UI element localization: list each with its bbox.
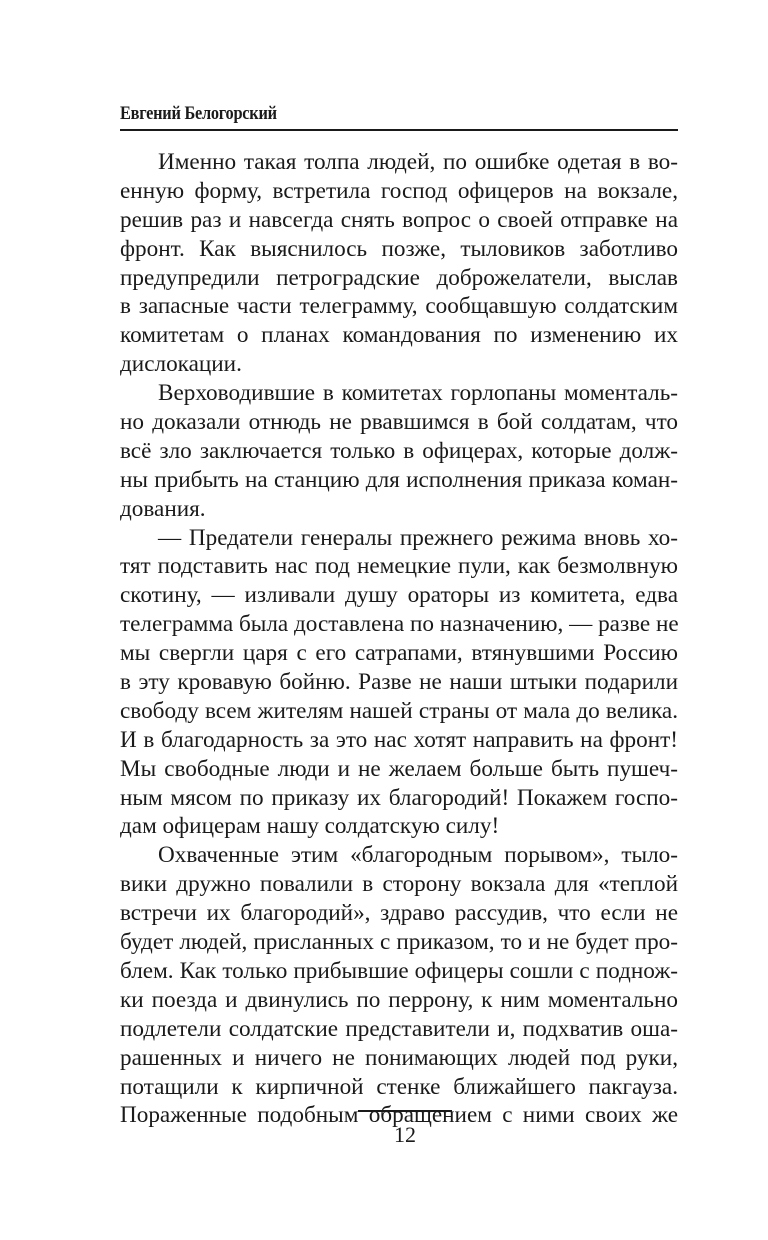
- text-line: будет людей, присланных с приказом, то и не будет про-: [120, 929, 678, 956]
- text-line: решив раз и навсегда снять вопрос о своей отправке на: [120, 206, 678, 233]
- text-line: всё зло заключается только в офицерах, которые долж-: [120, 437, 678, 464]
- running-header: [120, 99, 678, 131]
- text-line: мы свергли царя с его сатрапами, втянувшими Россию: [120, 640, 678, 667]
- text-line: ны прибыть на станцию для исполнения приказа коман-: [120, 466, 678, 493]
- text-line: дислокации.: [120, 351, 242, 378]
- text-line: блем. Как только прибывшие офицеры сошли с поднож-: [120, 957, 678, 984]
- paragraph: [120, 841, 678, 1130]
- text-line: тят подставить нас под немецкие пули, как безмолвную: [120, 553, 678, 580]
- paragraph: [120, 379, 678, 523]
- paragraph: [120, 524, 678, 842]
- text-line: Пораженные подобным обращением с ними своих же: [120, 1102, 678, 1129]
- text-line: рашенных и ничего не понимающих людей под руки,: [120, 1044, 678, 1071]
- text-line: дам офицерам нашу солдатскую силу!: [120, 813, 500, 840]
- text-line: фронт. Как выяснилось позже, тыловиков заботливо: [120, 235, 678, 262]
- text-line: в эту кровавую бойню. Разве не наши штыки подарили: [120, 669, 678, 696]
- text-line: в запасные части телеграмму, сообщавшую солдатским: [120, 293, 678, 320]
- text-line: комитетам о планах командования по изменению их: [120, 322, 678, 349]
- text-line: Именно такая толпа людей, по ошибке одетая в во-: [158, 149, 678, 175]
- text-line: подлетели солдатские представители и, подхватив оша-: [120, 1015, 678, 1042]
- text-line: свободу всем жителям нашей страны от мала до велика.: [120, 697, 678, 724]
- body-text: [120, 148, 678, 1130]
- text-line: скотину, — изливали душу ораторы из комитета, едва: [120, 582, 678, 609]
- text-line: потащили к кирпичной стенке ближайшего пакгауза.: [120, 1073, 678, 1100]
- text-line: енную форму, встретила господ офицеров на вокзале,: [120, 177, 678, 204]
- text-line: встречи их благородий», здраво рассудив, что если не: [120, 900, 678, 927]
- text-line: ным мясом по приказу их благородий! Покажем госпо-: [120, 784, 678, 811]
- text-line: Верховодившие в комитетах горлопаны моменталь-: [158, 380, 678, 407]
- paragraph: [120, 148, 678, 379]
- text-line: вики дружно повалили в сторону вокзала для «теплой: [120, 871, 678, 898]
- text-line: — Предатели генералы прежнего режима вновь хо-: [158, 524, 678, 551]
- text-line: предупредили петроградские доброжелатели, выслав: [120, 264, 678, 291]
- text-line: но доказали отнюдь не рвавшимся в бой солдатам, что: [120, 409, 678, 436]
- header-author: Евгений Белогорский: [120, 103, 277, 124]
- text-line: телеграмма была доставлена по назначению, — разве не: [120, 611, 679, 638]
- text-line: И в благодарность за это нас хотят направить на фронт!: [120, 726, 678, 753]
- text-line: дования.: [120, 495, 206, 522]
- footer-rule: [358, 1110, 452, 1112]
- text-line: Охваченные этим «благородным порывом», тыло-: [158, 842, 678, 869]
- text-line: ки поезда и двинулись по перрону, к ним моментально: [120, 986, 678, 1013]
- page-number: 12: [394, 1122, 416, 1147]
- text-line: Мы свободные люди и не желаем больше быть пушеч-: [120, 755, 678, 782]
